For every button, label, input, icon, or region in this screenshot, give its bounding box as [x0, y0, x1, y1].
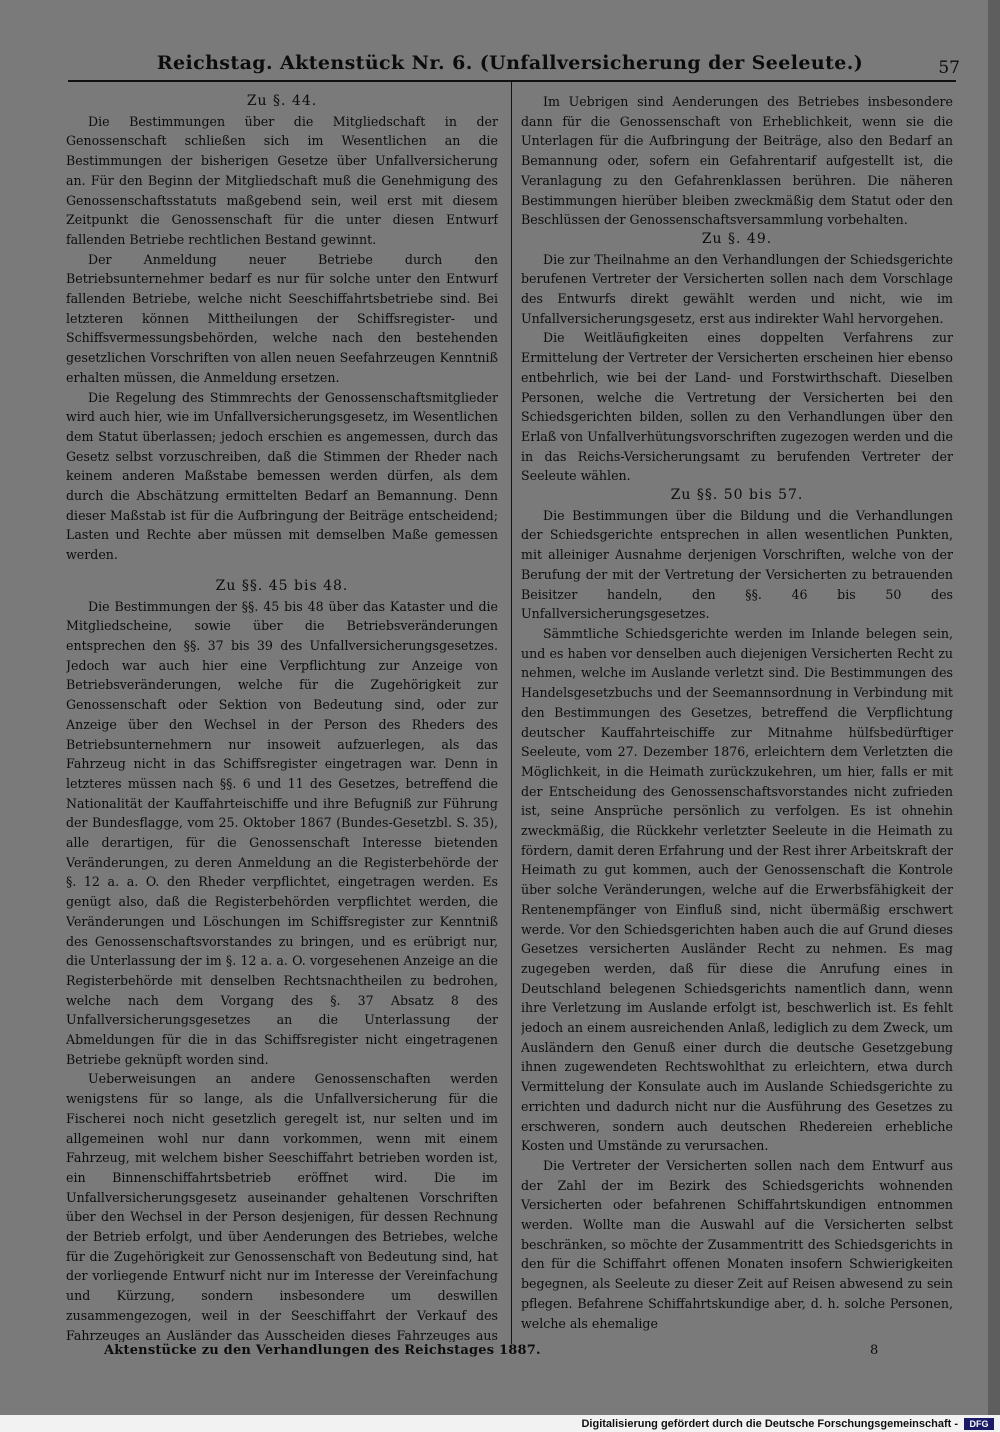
paragraph: Die Bestimmungen über die Mitgliedschaft in der Genossenschaft schließen sich im Wesentlichen an die Bestimmungen der bisherigen Gesetze über Unfallversicherung an. Für den Beginn der Mitgliedschaft muß die Genehmigung des Genossenschaftsstatuts maßgebend sein, weil erst mit diesem Zeitpunkt die Genossenschaft für die unter diesen Entwurf fallenden Betriebe rechtlichen Bestand gewinnt. — [66, 113, 498, 247]
footer-sheet-number: 8 — [870, 1343, 879, 1358]
header-title: Reichstag. Aktenstück Nr. 6. (Unfallversicherung der Seeleute.) — [156, 52, 864, 74]
paragraph: Sämmtliche Schiedsgerichte werden im Inlande belegen sein, und es haben vor denselben auch diejenigen Versicherten Recht zu nehmen, welche im Auslande verletzt sind. Die Bestimmungen des Handelsgesetzbuchs und der Seemannsordnung in Verbindung mit den Bestimmungen des Gesetzes, betreffend die Verpflichtung deutscher Kauffahrteischiffe zur Mitnahme hülfsbedürftiger Seeleute, vom 27. Dezember 1876, erleichtern dem Verletzten die Möglichkeit, in die Heimath zurückzukehren, um hier, falls er mit der Entscheidung des Genossenschaftsvorstandes nicht zufrieden ist, seine Ansprüche persönlich zu verfolgen. Es ist ohnehin zweckmäßig, die Rückkehr verletzter Seeleute in die Heimath zu fördern, damit deren Erfahrung und der Rest ihrer Arbeitskraft der Heimath zu gut kommen, auch der Genossenschaft die Kontrole über solche Veränderungen, welche auf die Erwerbsfähigkeit der Rentenempfänger von Einfluß sind, nicht übermäßig erschwert werde. Vor den Schiedsgerichten haben auch die auf Grund dieses Gesetzes versicherten Ausländer Recht zu nehmen. Es mag zugegeben werden, daß für diese die Anrufung eines in Deutschland belegenen Schiedsgerichts namentlich dann, wenn ihre Verletzung im Auslande erfolgt ist, beschwerlich ist. Es fehlt jedoch an einem ausreichenden Anlaß, lediglich zu dem Zweck, um Ausländern den Genuß einer durch die deutsche Gesetzgebung ihnen zugewendeten Rechtswohlthat zu erleichtern, etwa durch Vermittelung der Konsulate auch im Auslande Schiedsgerichte zu errichten und dadurch nicht nur die Ausführung des Gesetzes zu erschweren, sondern auch deutschen Rhedereien erhebliche Kosten und Umstände zu verursachen. — [521, 625, 953, 1154]
section-heading: Zu §§. 45 bis 48. — [215, 577, 349, 594]
left-column — [66, 92, 498, 1342]
paragraph: Der Anmeldung neuer Betriebe durch den Betriebsunternehmer bedarf es nur für solche unter den Entwurf fallenden Betriebe, welche nicht Seeschiffahrtsbetriebe sind. Bei letzteren können Mittheilungen der Schiffsregister- und Schiffsvermessungsbehörden, welche nach den bestehenden gesetzlichen Vorschriften von allen neuen Seefahrzeugen Kenntniß erhalten müssen, die Anmeldung ersetzen. — [66, 251, 498, 385]
section-heading: Zu §. 44. — [246, 93, 318, 109]
scan-edge — [988, 0, 1000, 1415]
paragraph: Die zur Theilnahme an den Verhandlungen der Schiedsgerichte berufenen Vertreter der Versicherten sollen nach dem Vorschlage des Entwurfs direkt gewählt werden und nicht, wie im Unfallversicherungsgesetz, erst aus indirekter Wahl hervorgehen. — [521, 251, 953, 326]
page-header — [60, 48, 960, 78]
right-column — [521, 92, 953, 1342]
paragraph: Im Uebrigen sind Aenderungen des Betriebes insbesondere dann für die Genossenschaft von Erheblichkeit, wenn sie die Unterlagen für die Aufbringung der Beiträge, also den Bedarf an Bemannung oder, sofern ein Gefahrentarif aufgestellt ist, die Veranlagung zu den Gefahrenklassen berühren. Die näheren Bestimmungen hierüber bleiben zweckmäßig dem Statut oder den Beschlüssen der Genossenschaftsversammlung vorbehalten. — [521, 94, 953, 228]
page-number: 57 — [938, 58, 960, 78]
header-rule — [68, 80, 956, 82]
paragraph: Die Bestimmungen der §§. 45 bis 48 über das Kataster und die Mitgliedscheine, sowie über die Betriebsveränderungen entsprechen den §§. 37 bis 39 des Unfallversicherungsgesetzes. Jedoch war auch hier eine Verpflichtung zur Anzeige von Betriebsveränderungen, welche für die Zugehörigkeit zur Genossenschaft oder Sektion von Bedeutung sind, oder zur Anzeige über den Wechsel in der Person des Rheders des Betriebsunternehmern nur insoweit aufzuerlegen, als das Fahrzeug nicht in das Schiffsregister eingetragen war. Denn in letzteres müssen nach §§. 6 und 11 des Gesetzes, betreffend die Nationalität der Kauffahrteischiffe und ihre Befugniß zur Führung der Bundesflagge, vom 25. Oktober 1867 (Bundes-Gesetzbl. S. 35), alle derartigen, für die Genossenschaft Interesse bietenden Veränderungen, zu deren Anmeldung an die Registerbehörde der §. 12 a. a. O. den Rheder verpflichtet, eingetragen werden. Es genügt also, daß die Registerbehörden verpflichtet werden, die Veränderungen und Löschungen im Schiffsregister zur Kenntniß des Genossenschaftsvorstandes zu bringen, und es erübrigt nur, die Unterlassung der im §. 12 a. a. O. vorgesehenen Anzeige an die Registerbehörde mit denselben Rechtsnachtheilen zu bedrohen, welche nach dem Vorgang des §. 37 Absatz 8 des Unfallversicherungsgesetzes an die Unterlassung der Abmeldungen für die in das Schiffsregister nicht eingetragenen Betriebe geknüpft worden sind. — [66, 598, 498, 1067]
paragraph: Die Vertreter der Versicherten sollen nach dem Entwurf aus der Zahl der im Bezirk des Schiedsgerichts wohnenden Versicherten oder befahrenen Schiffahrtskundigen entnommen werden. Wollte man die Auswahl auf die Versicherten selbst beschränken, so möchte der Zusammentritt des Schiedsgerichts in den für die Schiffahrt offenen Monaten insofern Schwierigkeiten begegnen, als Seeleute zu dieser Zeit auf Reisen abwesend zu sein pflegen. Befahrene Schiffahrtskundige aber, d. h. solche Personen, welche als ehemalige — [521, 1157, 953, 1331]
paragraph: Die Weitläufigkeiten eines doppelten Verfahrens zur Ermittelung der Vertreter der Versicherten erscheinen hier ebenso entbehrlich, wie bei der Land- und Forstwirthschaft. Dieselben Personen, welche die Vertretung der Versicherten bei den Schiedsgerichten bilden, sollen zu den Verhandlungen über den Erlaß von Unfallverhütungsvorschriften zugezogen werden und die in das Reichs-Versicherungsamt zu berufenden Vertreter der Seeleute wählen. — [521, 330, 953, 484]
footer-series-title: Aktenstücke zu den Verhandlungen des Reichstages 1887. — [104, 1343, 541, 1358]
column-divider — [511, 82, 512, 1344]
section-heading: Zu §. 49. — [701, 230, 773, 247]
dfg-logo: DFG — [964, 1418, 994, 1430]
paragraph: Ueberweisungen an andere Genossenschaften werden wenigstens für so lange, als die Unfallversicherung für die Fischerei noch nicht gesetzlich geregelt ist, nur selten und im allgemeinen wohl nur dann vorkommen, wenn mit einem Fahrzeug, mit welchem bisher Seeschiffahrt betrieben worden ist, ein Binnenschiffahrtsbetrieb eröffnet wird. Die im Unfallversicherungsgesetz auseinander gehaltenen Vorschriften über den Wechsel in der Person desjenigen, für dessen Rechnung der Betrieb erfolgt, und über Aenderungen des Betriebes, welche für die Zugehörigkeit zur Genossenschaft von Bedeutung sind, hat der vorliegende Entwurf nicht nur im Interesse der Vereinfachung und Kürzung, sondern insbesondere um deswillen zusammengezogen, weil in der Seeschiffahrt der Verkauf des Fahrzeuges an Ausländer das Ausscheiden dieses Fahrzeuges aus — [66, 1071, 498, 1342]
section-heading: Zu §§. 50 bis 57. — [670, 487, 804, 504]
paragraph: Die Bestimmungen über die Bildung und die Verhandlungen der Schiedsgerichte entsprechen in allen wesentlichen Punkten, mit alleiniger Ausnahme derjenigen Vorschriften, welche von der Berufung der mit der Vertretung der Versicherten zu betrauenden Beisitzer handeln, den §§. 46 bis 50 des Unfallversicherungsgesetzes. — [521, 507, 953, 622]
paragraph: Die Regelung des Stimmrechts der Genossenschaftsmitglieder wird auch hier, wie im Unfallversicherungsgesetz, im Wesentlichen dem Statut überlassen; jedoch erschien es angemessen, durch das Gesetz selbst vorzuschreiben, daß die Stimmen der Rheder nach keinem anderen Maßstabe bemessen werden dürfen, als dem durch die Abschätzung ermittelten Bedarf an Bemannung. Denn dieser Maßstab ist für die Aufbringung der Beiträge entscheidend; Lasten und Rechte aber müssen mit demselben Maße gemessen werden. — [66, 389, 498, 563]
digitization-notice: Digitalisierung gefördert durch die Deutsche Forschungsgemeinschaft - — [581, 1418, 958, 1430]
